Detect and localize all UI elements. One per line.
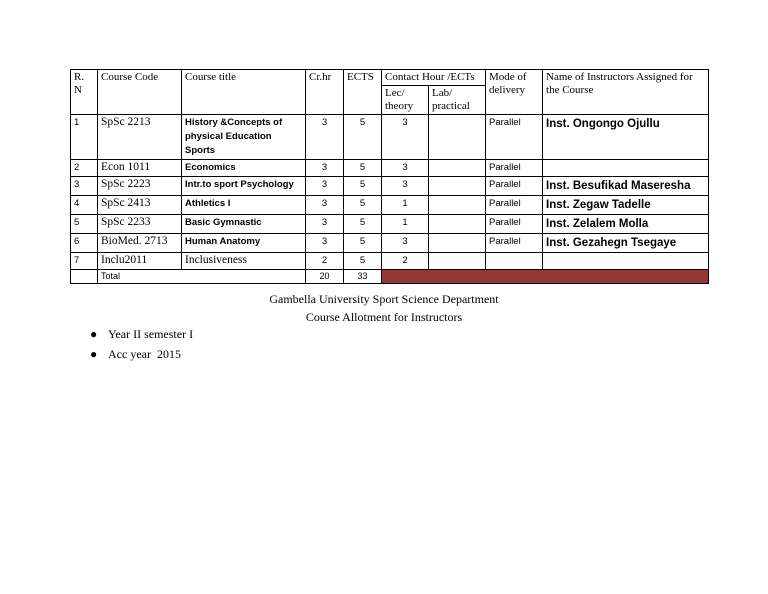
cell-crhr: 2 (306, 253, 344, 270)
cell-code: SpSc 2413 (98, 196, 182, 215)
cell-code: SpSc 2223 (98, 177, 182, 196)
cell-ects: 5 (344, 177, 382, 196)
cell-instructor: Inst. Ongongo Ojullu (543, 115, 709, 160)
cell-lec: 1 (382, 215, 429, 234)
bullet-icon: ● (90, 347, 98, 361)
cell-ects: 5 (344, 115, 382, 160)
cell-lab (429, 215, 486, 234)
table-row (71, 115, 709, 160)
cell-lab (429, 234, 486, 253)
cell-instructor: Inst. Zegaw Tadelle (543, 196, 709, 215)
cell-mode: Parallel (486, 115, 543, 160)
total-ects: 33 (344, 270, 382, 284)
cell-crhr: 3 (306, 177, 344, 196)
course-allotment-table (70, 69, 709, 284)
cell-instructor: Inst. Gezahegn Tsegaye (543, 234, 709, 253)
cell-rn: 5 (71, 215, 98, 234)
cell-code: Inclu2011 (98, 253, 182, 270)
cell-title: Athletics I (182, 196, 306, 215)
cell-mode (486, 253, 543, 270)
note-text: Year II semester I (108, 327, 194, 341)
cell-title: Economics (182, 160, 306, 177)
notes-list (90, 326, 193, 366)
cell-crhr: 3 (306, 115, 344, 160)
cell-title: Inclusiveness (182, 253, 306, 270)
cell-crhr: 3 (306, 196, 344, 215)
list-item (90, 326, 193, 346)
cell-lab (429, 115, 486, 160)
table-row (71, 196, 709, 215)
cell-rn: 6 (71, 234, 98, 253)
cell-ects: 5 (344, 253, 382, 270)
cell-lec: 2 (382, 253, 429, 270)
cell-lab (429, 253, 486, 270)
cell-ects: 5 (344, 215, 382, 234)
header-course-code: Course Code (98, 70, 182, 115)
cell-lab (429, 160, 486, 177)
total-row (71, 270, 709, 284)
cell-code: BioMed. 2713 (98, 234, 182, 253)
total-crhr: 20 (306, 270, 344, 284)
cell-lec: 3 (382, 115, 429, 160)
cell-ects: 5 (344, 234, 382, 253)
table-row (71, 253, 709, 270)
note-text: Acc year 2015 (108, 347, 181, 361)
caption-title: Course Allotment for Instructors (305, 310, 463, 324)
cell-ects: 5 (344, 196, 382, 215)
cell-mode: Parallel (486, 234, 543, 253)
caption-department: Gambella University Sport Science Department (269, 292, 499, 306)
cell-code: Econ 1011 (98, 160, 182, 177)
cell-rn: 3 (71, 177, 98, 196)
header-lab: Lab/ practical (429, 86, 486, 115)
cell-lab (429, 177, 486, 196)
table-row (71, 177, 709, 196)
cell-rn: 7 (71, 253, 98, 270)
cell-lec: 3 (382, 160, 429, 177)
cell-title: Basic Gymnastic (182, 215, 306, 234)
cell-code: SpSc 2233 (98, 215, 182, 234)
header-ects: ECTS (344, 70, 382, 115)
table-row (71, 215, 709, 234)
cell-title: Intr.to sport Psychology (182, 177, 306, 196)
list-item (90, 346, 193, 366)
total-shaded-cell (382, 270, 709, 284)
header-rn: R. N (71, 70, 98, 115)
table-row (71, 160, 709, 177)
total-label: Total (98, 270, 306, 284)
cell-instructor: Inst. Zelalem Molla (543, 215, 709, 234)
cell-lec: 3 (382, 177, 429, 196)
cell-title: History &Concepts of physical Education Sports (182, 115, 306, 160)
cell-code: SpSc 2213 (98, 115, 182, 160)
bullet-icon: ● (90, 327, 98, 341)
header-cr-hr: Cr.hr (306, 70, 344, 115)
cell-rn: 2 (71, 160, 98, 177)
cell-lec: 1 (382, 196, 429, 215)
header-mode: Mode of delivery (486, 70, 543, 115)
header-instructor: Name of Instructors Assigned for the Course (543, 70, 709, 115)
cell-mode: Parallel (486, 196, 543, 215)
header-contact-hour: Contact Hour /ECTs (382, 70, 486, 86)
header-lec: Lec/ theory (382, 86, 429, 115)
cell-crhr: 3 (306, 234, 344, 253)
cell-instructor (543, 253, 709, 270)
table-row (71, 234, 709, 253)
cell-mode: Parallel (486, 160, 543, 177)
cell-rn: 4 (71, 196, 98, 215)
cell-crhr: 3 (306, 160, 344, 177)
header-row (71, 70, 709, 86)
cell-mode: Parallel (486, 215, 543, 234)
cell-mode: Parallel (486, 177, 543, 196)
cell-instructor (543, 160, 709, 177)
cell-lec: 3 (382, 234, 429, 253)
cell-crhr: 3 (306, 215, 344, 234)
cell-ects: 5 (344, 160, 382, 177)
cell-rn: 1 (71, 115, 98, 160)
cell-title: Human Anatomy (182, 234, 306, 253)
cell-lab (429, 196, 486, 215)
cell-instructor: Inst. Besufikad Maseresha (543, 177, 709, 196)
cell-total-blank (71, 270, 98, 284)
header-course-title: Course title (182, 70, 306, 115)
